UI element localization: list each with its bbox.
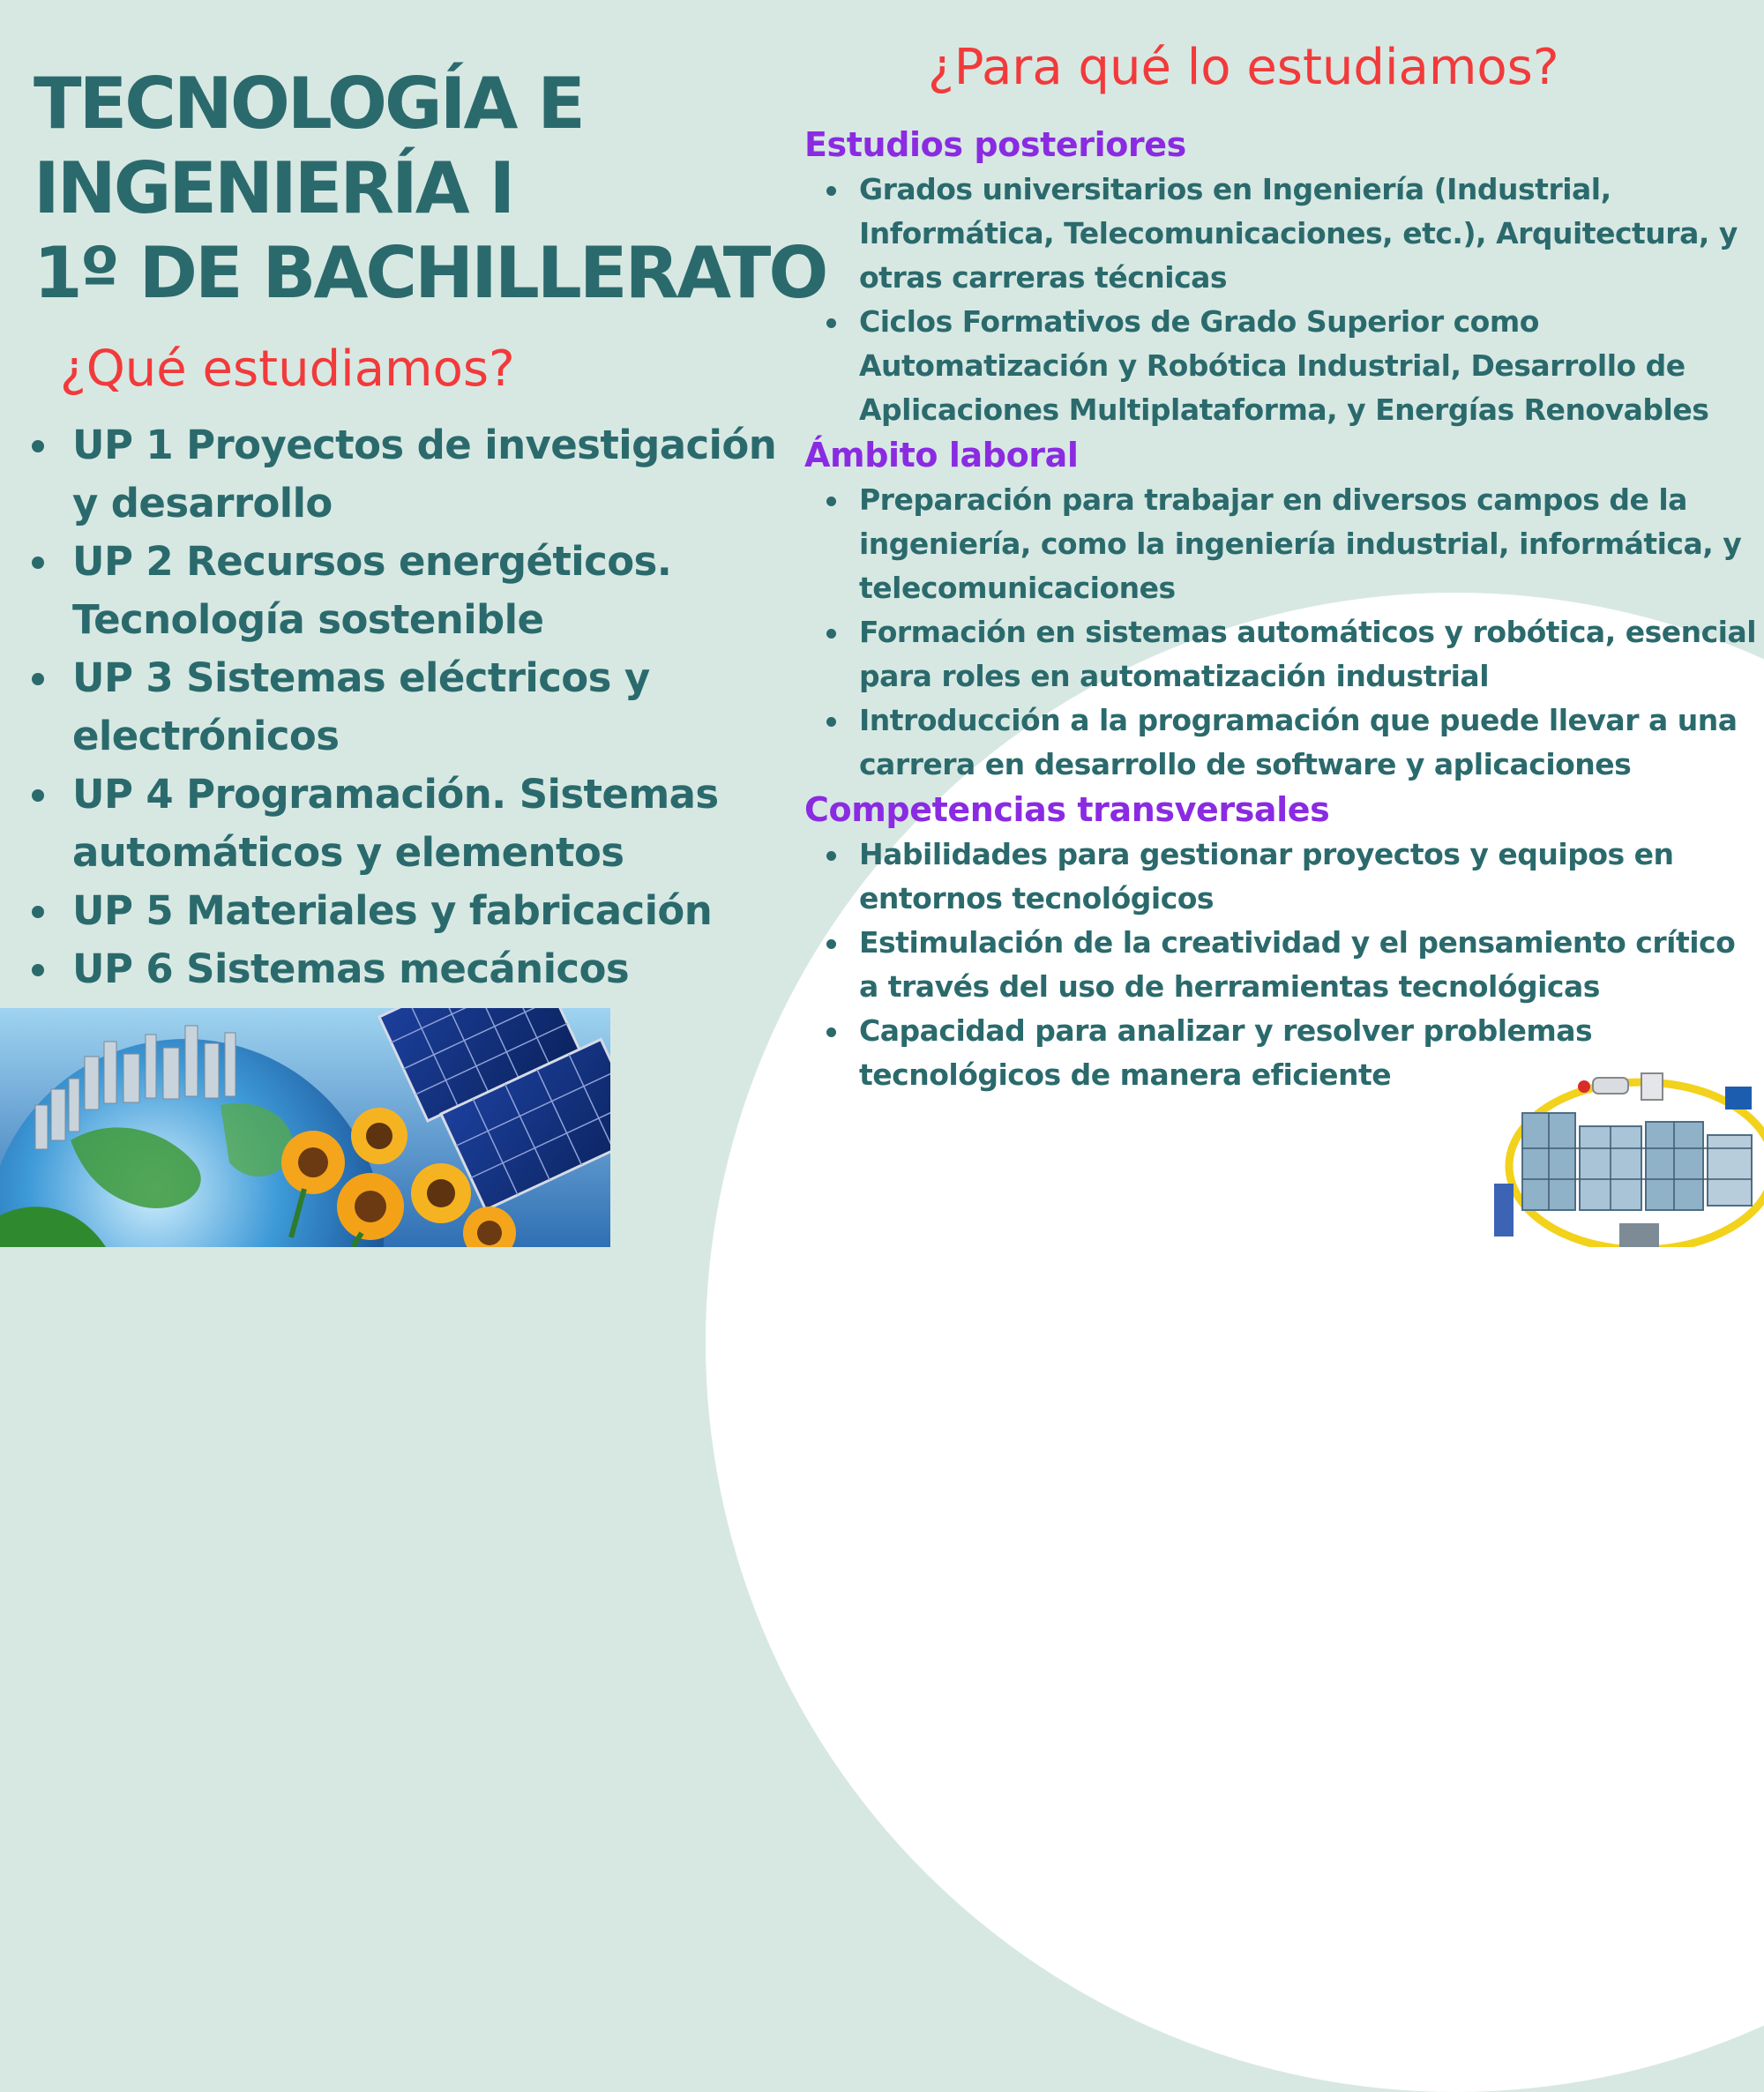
purpose-panel	[804, 122, 1757, 1097]
section-title-competencias: Competencias transversales	[804, 790, 1330, 829]
que-estudiamos-heading: ¿Qué estudiamos?	[60, 340, 515, 398]
title-line-2: INGENIERÍA I	[34, 147, 513, 229]
earth-photo-graphic	[0, 1008, 610, 1247]
title-line-1: TECNOLOGÍA E	[34, 63, 583, 145]
factory-photo-graphic	[1487, 1060, 1764, 1247]
para-que-heading: ¿Para qué lo estudiamos?	[928, 39, 1559, 96]
list-item: Introducción a la programación que puede llevar a una carrera en desarrollo de software y aplicaciones	[804, 699, 1757, 787]
unit-item: UP 4 Programación. Sistemas automáticos y elementos	[26, 766, 785, 882]
units-list	[26, 416, 785, 998]
list-item: Ciclos Formativos de Grado Superior como Automatización y Robótica Industrial, Desarrollo de Aplicaciones Multiplataforma, y Energías Renovables	[804, 300, 1757, 432]
list-item: Estimulación de la creatividad y el pensamiento crítico a través del uso de herramientas tecnológicas	[804, 921, 1757, 1009]
unit-item: UP 3 Sistemas eléctricos y electrónicos	[26, 649, 785, 766]
list-item: Grados universitarios en Ingeniería (Industrial, Informática, Telecomunicaciones, etc.), Arquitectura, y otras carreras técnicas	[804, 168, 1757, 300]
unit-item: UP 2 Recursos energéticos. Tecnología sostenible	[26, 533, 785, 649]
list-item: Habilidades para gestionar proyectos y equipos en entornos tecnológicos	[804, 833, 1757, 921]
section-title-estudios: Estudios posteriores	[804, 125, 1186, 164]
estudios-list	[804, 168, 1757, 432]
industrial-automation-line-image	[1487, 1060, 1764, 1247]
unit-item: UP 6 Sistemas mecánicos	[26, 940, 785, 998]
section-title-ambito: Ámbito laboral	[804, 436, 1079, 474]
unit-item: UP 5 Materiales y fabricación	[26, 882, 785, 940]
list-item: Preparación para trabajar en diversos campos de la ingeniería, como la ingeniería industrial, informática, y telecomunicaciones	[804, 478, 1757, 610]
competencias-list	[804, 833, 1757, 1097]
ambito-list	[804, 478, 1757, 787]
unit-item: UP 1 Proyectos de investigación y desarrollo	[26, 416, 785, 533]
page-title	[34, 62, 826, 316]
list-item: Capacidad para analizar y resolver problemas tecnológicos de manera eficiente	[804, 1009, 1757, 1097]
list-item: Formación en sistemas automáticos y robótica, esencial para roles en automatización industrial	[804, 610, 1757, 699]
title-line-3: 1º DE BACHILLERATO	[34, 232, 826, 314]
earth-solar-panels-sunflowers-image	[0, 1008, 610, 1247]
